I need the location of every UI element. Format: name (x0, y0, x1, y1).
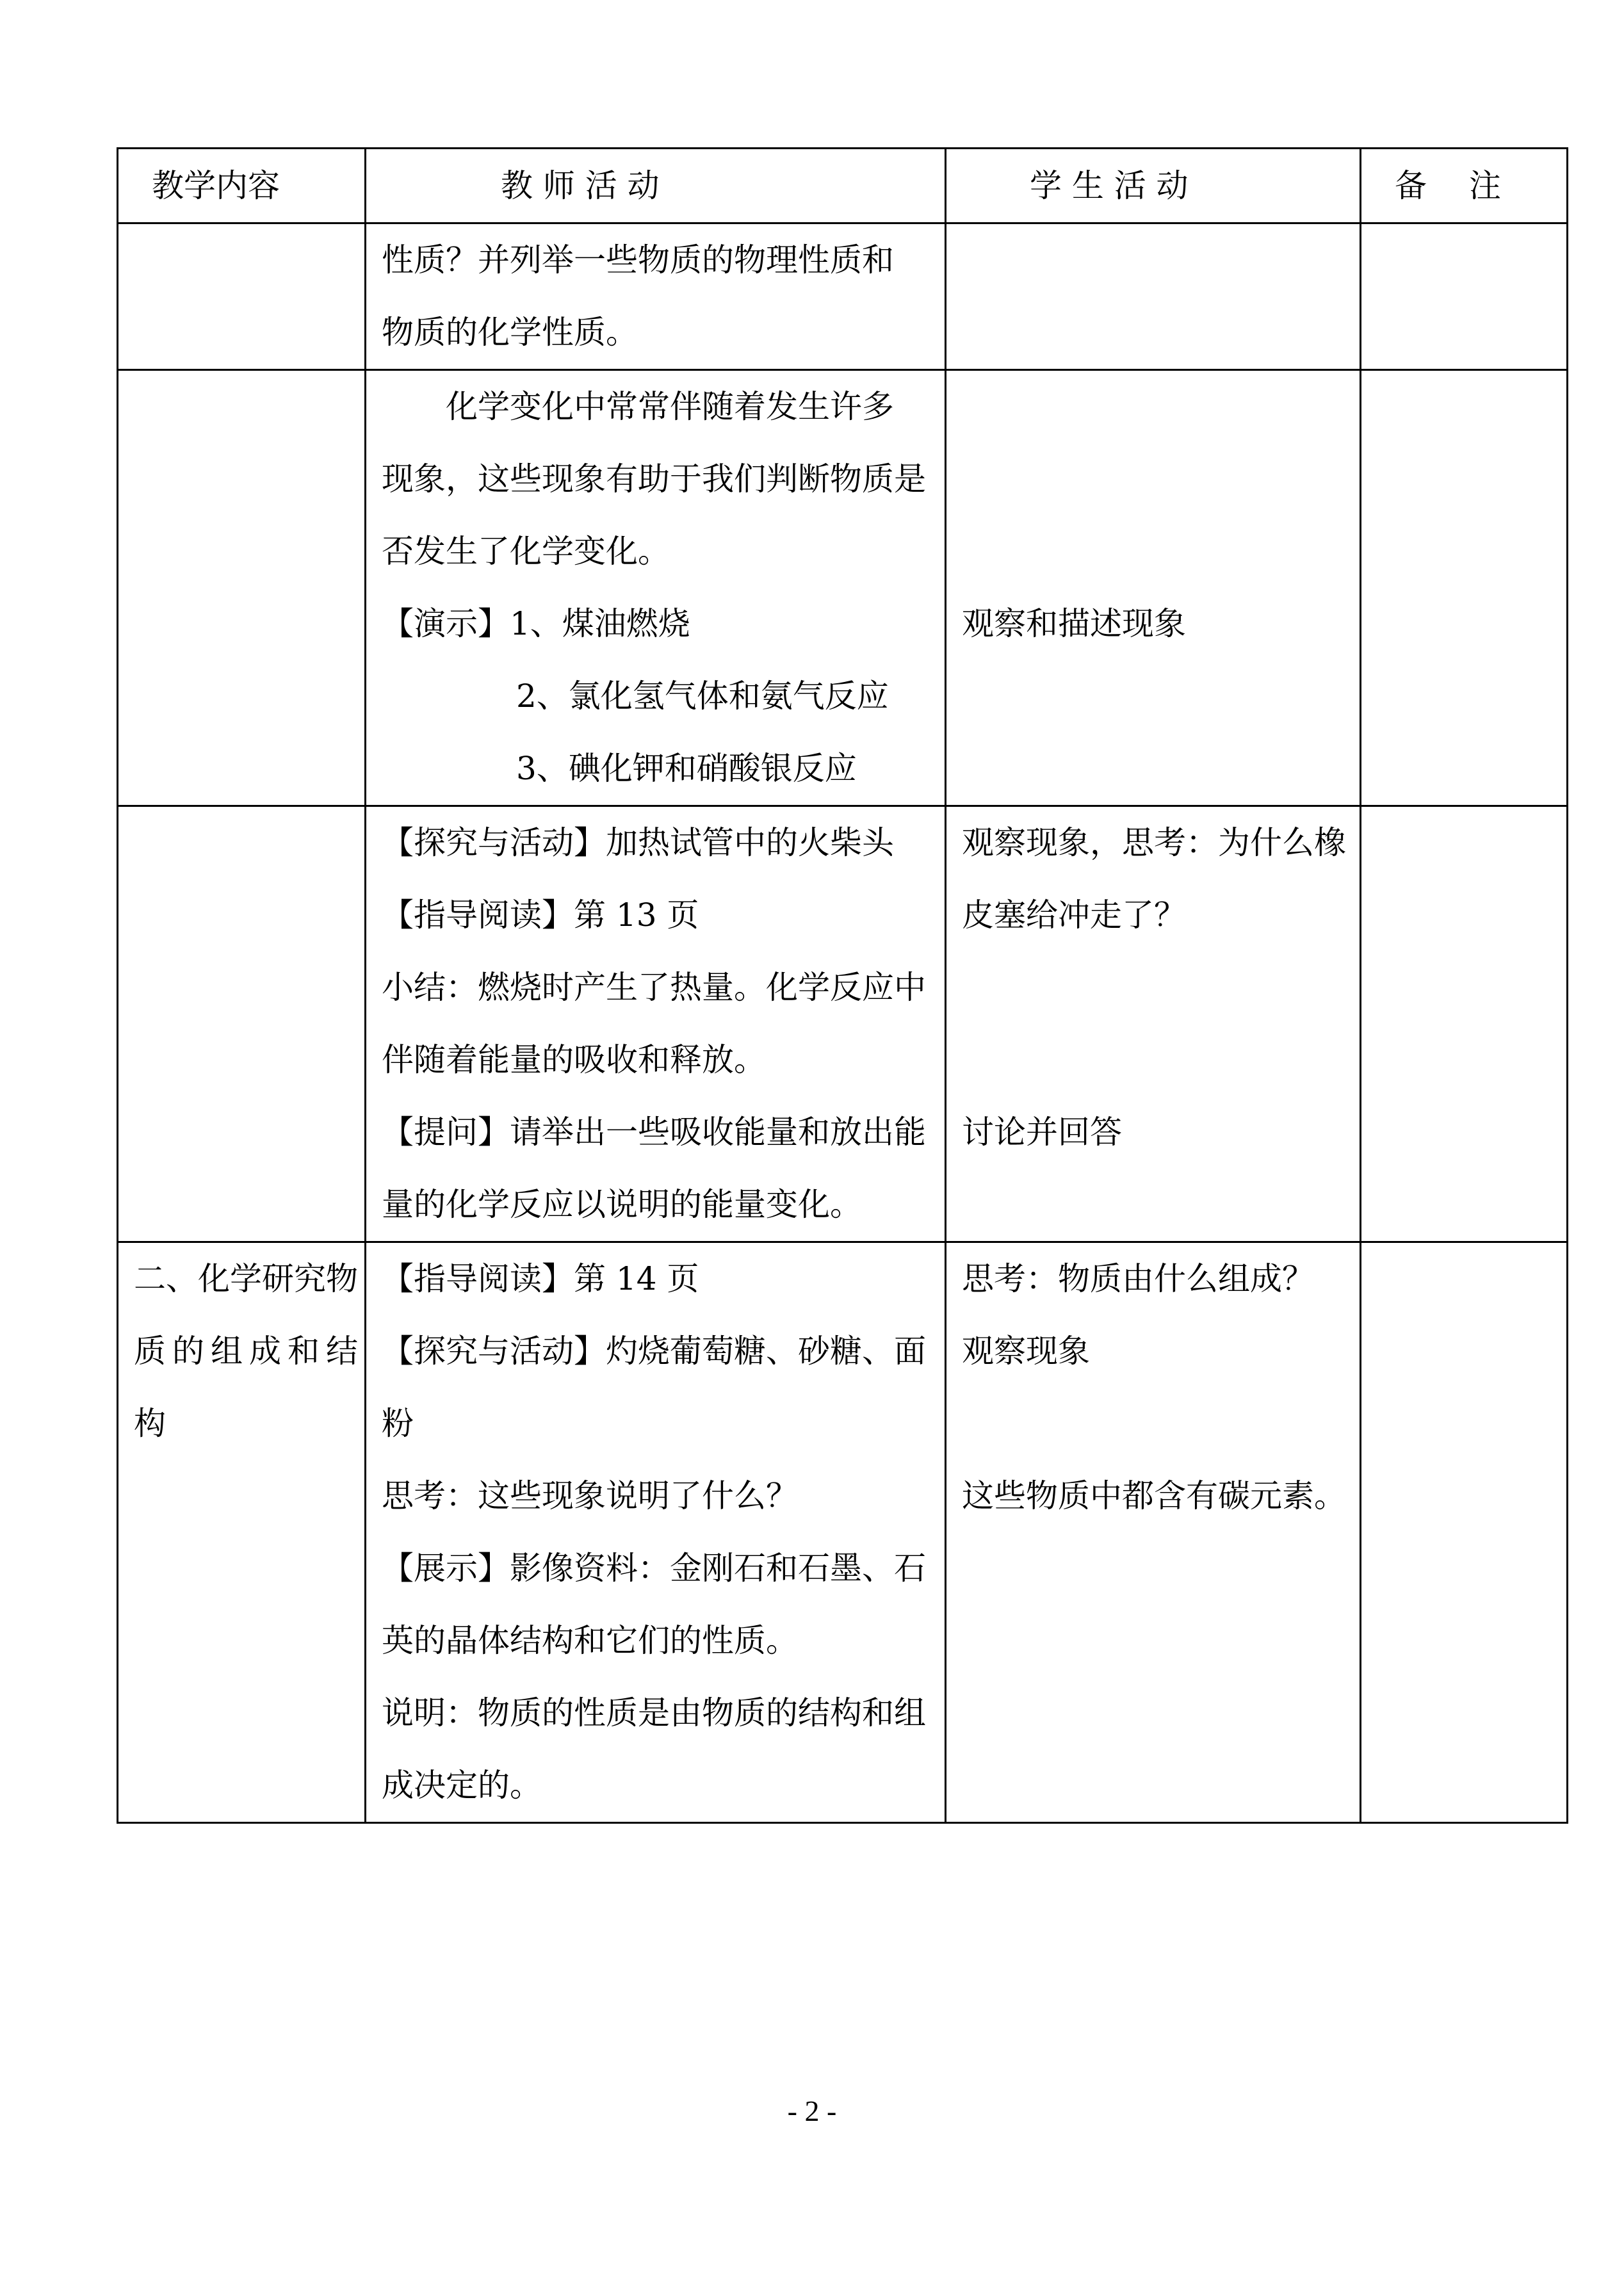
cell-content (118, 223, 366, 370)
text-line: 英的晶体结构和它们的性质。 (382, 1622, 798, 1659)
text-line: 量的化学反应以说明的能量变化。 (382, 1186, 862, 1223)
cell-remarks (1361, 370, 1568, 806)
table-row (118, 223, 1568, 370)
lesson-plan-table (117, 147, 1568, 1824)
cell-content (118, 806, 366, 1242)
text-line: 【探究与活动】加热试管中的火柴头 (382, 824, 894, 861)
cell-student (946, 1242, 1361, 1823)
text-line: 【展示】影像资料：金刚石和石墨、石 (382, 1550, 926, 1587)
table-row (118, 1242, 1568, 1823)
text-line: 【提问】请举出一些吸收能量和放出能 (382, 1114, 926, 1151)
cell-remarks (1361, 223, 1568, 370)
text-line: 小结：燃烧时产生了热量。化学反应中 (382, 969, 926, 1006)
text-line: 说明：物质的性质是由物质的结构和组 (382, 1694, 926, 1731)
text-line: 3、碘化钾和硝酸银反应 (516, 750, 857, 787)
table-row (118, 806, 1568, 1242)
text-line: 物质的化学性质。 (382, 314, 638, 351)
text-line: 观察和描述现象 (962, 605, 1186, 642)
header-content: 教学内容 (118, 149, 366, 223)
table-header-row (118, 149, 1568, 223)
cell-remarks (1361, 806, 1568, 1242)
text-line: 讨论并回答 (962, 1114, 1122, 1151)
header-teacher: 教 师 活 动 (366, 149, 946, 223)
text-line: 【演示】1、煤油燃烧 (382, 605, 690, 642)
cell-student (946, 806, 1361, 1242)
text-line: 粉 (382, 1405, 414, 1442)
text-line: 【探究与活动】灼烧葡萄糖、砂糖、面 (382, 1333, 926, 1370)
text-line: 化学变化中常常伴随着发生许多 (446, 388, 894, 425)
cell-remarks (1361, 1242, 1568, 1823)
text-line: 成决定的。 (382, 1767, 542, 1804)
header-remarks: 备 注 (1361, 149, 1568, 223)
text-line: 现象，这些现象有助于我们判断物质是 (382, 460, 926, 498)
cell-student (946, 370, 1361, 806)
text-line: 2、氯化氢气体和氨气反应 (516, 677, 889, 715)
header-student: 学 生 活 动 (946, 149, 1361, 223)
text-line: 观察现象 (962, 1333, 1090, 1370)
page-number: - 2 - (787, 2095, 837, 2127)
cell-teacher (366, 223, 946, 370)
cell-content (118, 370, 366, 806)
text-line: 思考：物质由什么组成？ (962, 1260, 1314, 1297)
cell-teacher (366, 1242, 946, 1823)
text-line: 伴随着能量的吸收和释放。 (382, 1041, 766, 1078)
text-line: 【指导阅读】第 13 页 (382, 896, 699, 934)
text-line: 观察现象，思考：为什么橡 (962, 824, 1346, 861)
text-line: 【指导阅读】第 14 页 (382, 1260, 699, 1297)
cell-teacher (366, 370, 946, 806)
text-line: 否发生了化学变化。 (382, 533, 670, 570)
text-line: 性质？并列举一些物质的物理性质和 (382, 241, 894, 279)
text-line: 思考：这些现象说明了什么？ (382, 1477, 798, 1514)
table-row (118, 370, 1568, 806)
cell-content (118, 1242, 366, 1823)
text-line: 构 (134, 1405, 166, 1442)
cell-teacher (366, 806, 946, 1242)
text-line: 二、化学研究物 (134, 1260, 358, 1297)
cell-student (946, 223, 1361, 370)
text-line: 这些物质中都含有碳元素。 (962, 1477, 1346, 1514)
text-line: 质的组成和结 (134, 1333, 364, 1370)
text-line: 皮塞给冲走了？ (962, 896, 1186, 934)
